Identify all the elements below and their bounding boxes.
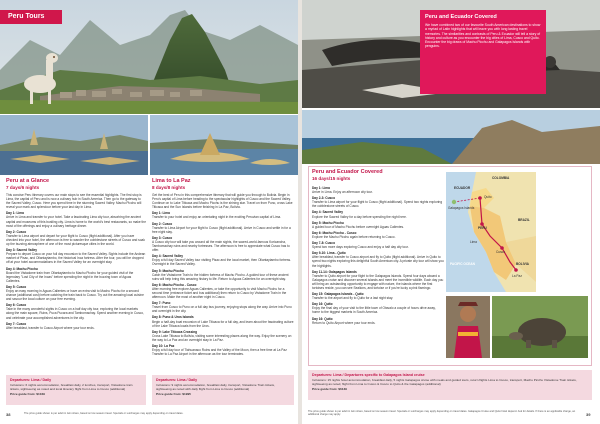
tour-duration: 8 days/8 nights [152, 185, 186, 190]
tour-duration: 7 days/6 nights [6, 185, 40, 190]
tour-intro: Get the best of Peru in this comprehensive itinerary that will guide you through to Bolivia. Begin in Peru's capital of Lima before heading to the spectacular highlights of Cusco and the Sacred Valley. Continue on to Lake Titicaca and Machu Picchu is the shining star. Travel on from Puno, cross Lake Titicaca and the Sun Islands before finishing in La Paz, Bolivia. [152, 193, 293, 210]
map-label: Cusco [496, 250, 506, 254]
itinerary-day-text: Arrive in Lima. Enjoy an afternoon city tour. [312, 190, 373, 195]
inclusions-text: Inclusions: 15 nights hotel accommodation, breakfast daily, 5 nights Galapagos cruise with meals and guided tours, return flights Lima to Cusco, transport, Machu Picchu Vistadome Train tickets, sightseeing as noted, flight from Lima to Cusco & Cusco to Quito & the Galapagos (additional) [312, 378, 577, 386]
price-guide: Price guide from: $6139 [312, 387, 347, 391]
tour-title: Peru at a Glance [6, 178, 50, 184]
itinerary-day-text: Prepare to depart Cusco on your full day excursion to the Sacred Valley. Sights include the Andean market of Pisac, and Ollantaytambo, the historical Inca fortress. After the tour, you will be dropped off at your hotel accommodations in the Sacred Valley for an overnight stay. [6, 252, 146, 265]
map-label: PERU [478, 226, 487, 230]
itinerary-day-heading: Day 3: Cusco [152, 235, 173, 240]
itinerary-day-text: Take in the many wonderful sights in Cusco on a half day city tour, exploring the local markets along the main square, Ruins, Puca Pucara and Tambomachay. Spend another evening in Cusco, and celebrate your accomplished adventures in the city. [6, 307, 144, 320]
page-number: 39 [586, 412, 591, 417]
itinerary-day-heading: Day 5: Cusco [6, 284, 27, 289]
inclusions-text: Inclusions: 6 nights accommodation, breakfast daily, 2 lunches, transport, Vistadome train tickets, sightseeing as noted and local itinerary flight from Lima to Cusco (additional) [10, 383, 133, 391]
footer-note: The price guide shown is per adult in twin share, based on low season travel. Specials or surcharges may apply depending on travel dates. Galapagos Cruise and Quito hotel depend. Ask for details. If there is an applicable charge, an additional charge may apply. [308, 410, 576, 417]
itinerary-day-text: Transfer to Lima Airport for your flight to Cusco (flight additional). Arrive in Cusco and settle in for a free night stay. [152, 225, 291, 234]
itinerary-day-text: Enjoy a full day Sacred Valley tour visiting Pisac and the local market, then Ollantaytambo fortress. Overnight in the Sacred Valley. [152, 258, 292, 267]
itinerary-day-heading: Day 2-3: Cusco [312, 196, 336, 201]
itinerary-day-text: Enjoy an easy morning in Aguas Calientes or have an extra visit to Machu Picchu for a second chance (additional cost) before catching the train back to Cusco. Try out the amazing local cuisine and savour the local culture on your free evening. [6, 288, 144, 302]
itinerary-day-heading: Day 11-14: Galapagos Islands [312, 269, 357, 274]
price-guide: Price guide from: $1049 [10, 392, 45, 396]
itinerary-day-heading: Day 9: Lake Titicaca Crossing [152, 329, 198, 334]
departures-box [152, 375, 294, 405]
itinerary-day-heading: Day 2: Cusco [152, 221, 173, 226]
route-map [446, 172, 536, 292]
itinerary-day-heading: Day 6: Cusco [6, 303, 27, 308]
andean-woman-photo [446, 296, 490, 358]
map-label: PACIFIC OCEAN [450, 262, 475, 266]
tour-itinerary [152, 193, 294, 371]
galapagos-coast-photo [302, 110, 600, 164]
map-label: BRAZIL [518, 218, 530, 222]
itinerary-day-text: Arrive in Lima and transfer to your hotel. Take a fascinating Lima city tour, absorbing the ancient capital and museums of this bustling city. Lima is home to the world's best restaurants, so make the most of the offerings and enjoy a culinary heritage dinner. [6, 215, 146, 228]
itinerary-day-text: Return to Quito Airport where your tour ends. [312, 320, 376, 325]
map-label: COLOMBIA [492, 176, 510, 180]
itinerary-day-text: Transfer to Lima airport for your flight to Cusco (flight additional). Spend two nights exploring the cobblestone streets of Cusco. [312, 200, 443, 209]
itinerary-day-heading: Day 6: Machu Picchu - Cusco [312, 230, 357, 235]
itinerary-day-heading: Day 16: Quito [312, 302, 333, 307]
itinerary-day-heading: Day 7: Puno [152, 301, 171, 306]
map-label: BOLIVIA [516, 262, 529, 266]
tour-itinerary [312, 184, 444, 360]
itinerary-day-text: Explore the Sacred Valley for a day before spending the night here. [312, 214, 407, 219]
map-label: ECUADOR [454, 186, 471, 190]
itinerary-day-heading: Day 5: Machu Picchu [312, 220, 344, 225]
map-label: Lima [470, 240, 477, 244]
itinerary-day-text: After breakfast, transfer to Cusco airport and fly to Quito (flight additional). Arrive in Quito to spend two nights exploring this delightful South American city. A private city tour will show you the highlights. [312, 255, 444, 268]
itinerary-day-heading: Day 15: Galapagos Islands - Quito [312, 292, 364, 297]
callout-body: We have combined two of our favourite South American destinations to show a myriad of Latin highlights that will leave you with long lasting travel memories. The similarities and contrasts of Peru & Ecuador will tell a story of history and culture as you encounter the big cities of Lima, Cusco and Quito. Encounter the big draws of Machu Picchu and Galapagos Islands with penguins. [425, 23, 541, 49]
itinerary-day-text: Enjoy a full day tour of Tiahuanaco Ruins and the Valley of the Moon, then a free time at La Paz Transfer to La Paz Airport in the afternoon as the tour terminates. [152, 348, 287, 357]
itinerary-day-heading: Day 4: Sacred Valley [312, 210, 344, 215]
tour-title: Peru and Ecuador Covered [312, 169, 383, 175]
departures-title: Departures: Lima / Daily [156, 378, 198, 382]
section-tab: Peru Tours [0, 10, 62, 24]
itinerary-day-text: Enjoy the final day of your visit to the little town of Otavalo a couple of hours drive away, home to the biggest markets in South America. [312, 306, 436, 315]
itinerary-day-heading: Day 6: Machu Picchu - Cusco [152, 282, 197, 287]
itinerary-day-heading: Day 1: Lima [6, 211, 24, 216]
callout-title: Peru and Ecuador Covered [425, 14, 497, 20]
itinerary-day-heading: Day 4: Machu Picchu [6, 266, 38, 271]
tour-title: Lima to La Paz [152, 178, 191, 184]
itinerary-day-text: Transfer to Lima airport and depart for your flight to Cusco (flight additional). After you have checked into your hotel, the afternoon is free to wander the cobblestone streets of Cusco and soak up the buzzing atmosphere of one of the most picturesque cities in the world. [6, 233, 145, 247]
map-label: Galapagos Islands [448, 206, 475, 210]
itinerary-day-text: Catch the Vistadome Train to the hidden fortress of Machu Picchu. A guided tour of these ancient ruins will help bring this amazing history to life. Return to Aguas Calientes for an overnight stay. [152, 272, 289, 281]
departures-title: Departures: Lima / Daily [10, 378, 52, 382]
lake-reed-boats-photo [150, 115, 298, 175]
itinerary-day-text: A guided tour of Machu Picchu before overnight Aguas Calientes. [312, 224, 404, 229]
inclusions-text: Inclusions: 9 nights accommodation, breakfast daily, transport, Vistadome Train tickets, sightseeing as noted with daily flight from Lima to Cusco (additional) [156, 383, 275, 391]
itinerary-day-text: Transfer to your hotel and enjoy an orientating night in the exciting Peruvian capital of Lima. [152, 215, 282, 220]
tour-itinerary [6, 193, 146, 371]
galapagos-tortoise-photo [492, 296, 588, 358]
itinerary-day-text: Begin a half-day boat excursion of Lake Titicaca for a full day, and learn about the fascinating culture of the Lake Titicaca locals from the Uros. [152, 319, 294, 328]
itinerary-day-text: Explore the Machu Picchu again before returning to Cusco. [312, 234, 396, 239]
itinerary-day-heading: Day 3: Sacred Valley [6, 248, 38, 253]
itinerary-day-text: After breakfast, transfer to Cusco Airport where your tour ends. [6, 325, 95, 330]
itinerary-day-heading: Day 10: La Paz [152, 344, 175, 348]
lake-titicaca-photo [0, 115, 148, 175]
itinerary-day-heading: Day 4: Sacred Valley [152, 254, 184, 259]
map-label: Quito [484, 195, 492, 199]
itinerary-day-text: Transfer to the airport and fly to Quito for a last night stay. [312, 296, 394, 301]
footer-note: The price guide shown is per adult in twin share, based on low season travel. Specials or surcharges may apply depending on travel dates. [24, 412, 184, 415]
page-number: 38 [6, 412, 11, 417]
tour-duration: 16 days/15 nights [312, 176, 351, 181]
departures-title: Departures: Lima / Departures specific to Galapagos Island cruise [312, 373, 425, 377]
itinerary-day-text: Travel from Cusco to Puno on a full day bus journey, enjoying stops along the way. Arrive into Puno and overnight in the city. [152, 305, 292, 314]
itinerary-day-heading: Day 9-10: Lima - Quito [312, 251, 346, 256]
price-guide: Price guide from: $1995 [156, 392, 191, 396]
itinerary-day-heading: Day 5: Machu Picchu [152, 268, 184, 273]
itinerary-day-heading: Day 16: Quito [312, 316, 333, 321]
itinerary-day-heading: Day 2: Cusco [6, 229, 27, 234]
itinerary-day-text: After morning free explore Aguas Calientes, or take the opportunity to visit Machu Picchu for a second time (entrance ticket and bus additional) then return to Cusco by Vistadome Train in the afternoon. Make the most of another night in Cusco. [152, 286, 287, 300]
itinerary-day-heading: Day 1: Lima [152, 211, 170, 216]
itinerary-day-text: Transfer to Quito airport for your flight to the Galapagos Islands. Spend four days aboard a Galapagos cruise and discover several islands and meet the incredible wildlife. Each day you will bring an outstanding opportunity to engage with nature, the islands where the first tortoises reside, you can see Sealions, and tortoise or if you're lucky a pink flamingo. [312, 273, 444, 290]
itinerary-day-heading: Day 8: Puno & Uros Islands [152, 315, 194, 320]
itinerary-day-text: Board the Vistadome train from Ollantaytambo to Machu Picchu for your guided visit of the legendary "Lost City of the Incas" before spending the night in the buzzing town of Aguas Calientes. [6, 270, 134, 283]
map-label: La Paz [512, 274, 522, 278]
itinerary-day-text: Cross Lake Titicaca to Bolivia, visiting some interesting places along the way. Enjoy the scenery on the way to La Paz and an overnight stay in La Paz. [152, 333, 292, 342]
itinerary-day-text: A Cusco city tour will take you around all the main sights, the sacred-world-famous Koricancha, Tambomachay ruins and nearby fortresses. The afternoon is free to appreciate what Cusco has to offer. [152, 239, 290, 253]
overview-callout [420, 10, 546, 94]
itinerary-day-text: Spend two more days exploring Cusco and enjoy a half day city tour. [312, 245, 409, 250]
departures-box [308, 370, 592, 400]
departures-box [6, 375, 146, 405]
itinerary-day-heading: Day 7-8: Cusco [312, 241, 336, 246]
itinerary-day-heading: Day 7: Cusco [6, 321, 27, 326]
tour-intro: This concise Peru itinerary covers our main stops to see the essential highlights. The first stop is Lima, the capital of Peru and is now a culinary hub in South America. Then go to the gateway to the Sacred Valley, Cusco. Here you spend time in the stunning Sacred Valley. Machu Picchu will reveal your mark and splendour before your last day in Lima. [6, 193, 142, 210]
itinerary-day-heading: Day 1: Lima [312, 186, 330, 190]
